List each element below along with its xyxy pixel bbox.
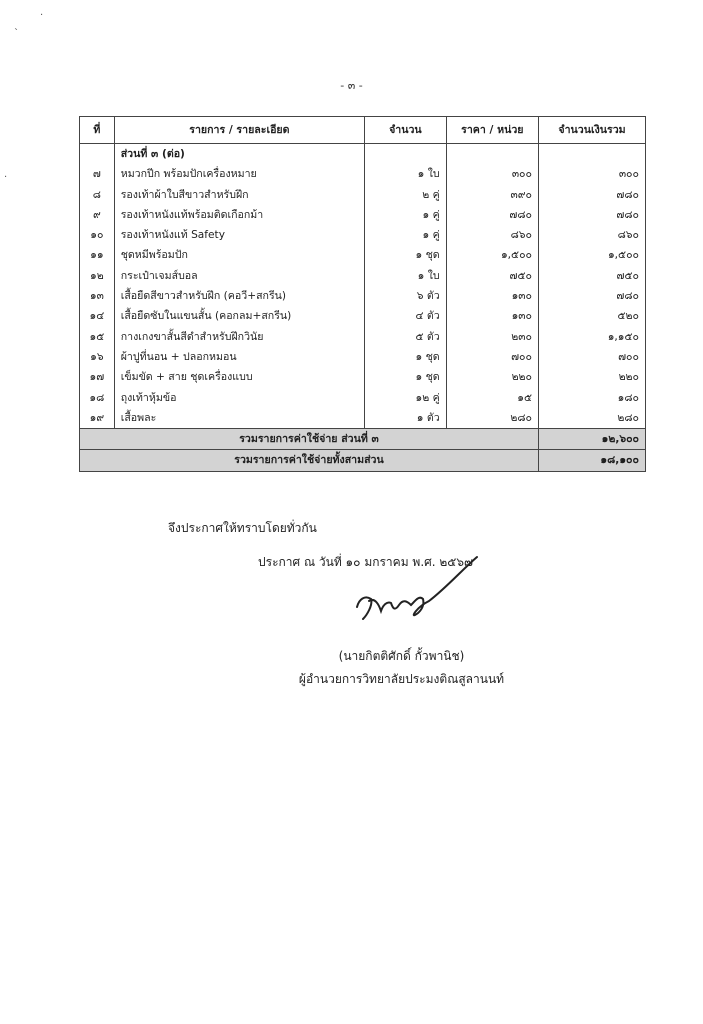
row-no: ๑๒ (80, 266, 115, 286)
summary-all-label: รวมรายการค่าใช้จ่ายทั้งสามส่วน (80, 450, 539, 471)
page-number: - ๓ - (340, 79, 363, 92)
row-description: ชุดหมีพร้อมปัก (114, 245, 364, 265)
row-quantity: ๑ ใบ (365, 164, 447, 184)
table-row (80, 327, 646, 347)
row-quantity: ๒ คู่ (365, 185, 447, 205)
row-no: ๑๘ (80, 388, 115, 408)
table-header-row (80, 117, 646, 144)
row-description: ถุงเท้าหุ้มข้อ (114, 388, 364, 408)
row-quantity: ๑ ใบ (365, 266, 447, 286)
row-description: ผ้าปูที่นอน + ปลอกหมอน (114, 347, 364, 367)
row-total: ๗๐๐ (539, 347, 646, 367)
row-total: ๑๘๐ (539, 388, 646, 408)
row-total: ๑,๑๕๐ (539, 327, 646, 347)
row-quantity: ๑๒ คู่ (365, 388, 447, 408)
header-quantity: จำนวน (365, 117, 447, 144)
table-row (80, 347, 646, 367)
summary-all-total: ๑๘,๑๐๐ (539, 450, 646, 471)
table-row (80, 408, 646, 429)
row-total: ๒๒๐ (539, 367, 646, 387)
section-title: ส่วนที่ ๓ (ต่อ) (114, 144, 364, 165)
row-no: ๑๖ (80, 347, 115, 367)
row-quantity: ๑ ชุด (365, 245, 447, 265)
row-no: ๙ (80, 205, 115, 225)
row-quantity: ๕ ตัว (365, 327, 447, 347)
table-row (80, 205, 646, 225)
row-no: ๑๓ (80, 286, 115, 306)
handwritten-signature (345, 555, 485, 635)
scan-speck: · (4, 172, 8, 183)
header-unit-price: ราคา / หน่วย (446, 117, 538, 144)
table-row (80, 225, 646, 245)
signer-title: ผู้อำนวยการวิทยาลัยประมงติณสูลานนท์ (298, 672, 505, 686)
row-description: เสื้อยืดซับในแขนสั้น (คอกลม+สกรีน) (114, 306, 364, 326)
row-description: รองเท้าผ้าใบสีขาวสำหรับฝึก (114, 185, 364, 205)
row-unit-price: ๓๐๐ (446, 164, 538, 184)
row-total: ๗๘๐ (539, 185, 646, 205)
row-no: ๑๔ (80, 306, 115, 326)
announcement-text: จึงประกาศให้ทราบโดยทั่วกัน (168, 521, 317, 535)
row-total: ๑,๕๐๐ (539, 245, 646, 265)
section-row (80, 144, 646, 165)
row-description: รองเท้าหนังแท้ Safety (114, 225, 364, 245)
header-no: ที่ (80, 117, 115, 144)
row-quantity: ๖ ตัว (365, 286, 447, 306)
summary-row-part3 (80, 429, 646, 450)
row-no: ๑๑ (80, 245, 115, 265)
row-total: ๒๘๐ (539, 408, 646, 429)
row-description: หมวกปีก พร้อมปักเครื่องหมาย (114, 164, 364, 184)
row-unit-price: ๘๖๐ (446, 225, 538, 245)
row-unit-price: ๒๓๐ (446, 327, 538, 347)
table-row (80, 306, 646, 326)
row-quantity: ๔ ตัว (365, 306, 447, 326)
row-no: ๘ (80, 185, 115, 205)
announcement-date: ประกาศ ณ วันที่ ๑๐ มกราคม พ.ศ. ๒๕๖๗ (258, 555, 474, 569)
row-total: ๗๘๐ (539, 205, 646, 225)
row-unit-price: ๑๓๐ (446, 306, 538, 326)
row-total: ๗๘๐ (539, 286, 646, 306)
row-no: ๑๙ (80, 408, 115, 429)
row-description: เสื้อยืดสีขาวสำหรับฝึก (คอวี+สกรีน) (114, 286, 364, 306)
row-unit-price: ๑,๕๐๐ (446, 245, 538, 265)
summary-part3-total: ๑๒,๖๐๐ (539, 429, 646, 450)
table-row (80, 266, 646, 286)
row-quantity: ๑ คู่ (365, 225, 447, 245)
scan-speck: · (40, 10, 44, 21)
row-no: ๑๐ (80, 225, 115, 245)
row-no: ๑๕ (80, 327, 115, 347)
row-unit-price: ๒๘๐ (446, 408, 538, 429)
row-unit-price: ๗๘๐ (446, 205, 538, 225)
summary-part3-label: รวมรายการค่าใช้จ่าย ส่วนที่ ๓ (80, 429, 539, 450)
row-total: ๗๕๐ (539, 266, 646, 286)
row-total: ๘๖๐ (539, 225, 646, 245)
table-row (80, 164, 646, 184)
row-unit-price: ๑๓๐ (446, 286, 538, 306)
signer-name: (นายกิตติศักดิ์ กั้วพานิช) (338, 649, 465, 663)
row-unit-price: ๒๒๐ (446, 367, 538, 387)
row-no: ๗ (80, 164, 115, 184)
row-quantity: ๑ ชุด (365, 347, 447, 367)
table-row (80, 185, 646, 205)
header-total: จำนวนเงินรวม (539, 117, 646, 144)
row-quantity: ๑ ชุด (365, 367, 447, 387)
table-row (80, 245, 646, 265)
row-description: กางเกงขาสั้นสีดำสำหรับฝึกวินัย (114, 327, 364, 347)
table-row (80, 388, 646, 408)
row-description: เข็มขัด + สาย ชุดเครื่องแบบ (114, 367, 364, 387)
table-row (80, 367, 646, 387)
summary-row-all (80, 450, 646, 471)
row-no: ๑๗ (80, 367, 115, 387)
expense-table (79, 116, 646, 472)
row-description: กระเป๋าเจมส์บอล (114, 266, 364, 286)
row-unit-price: ๑๕ (446, 388, 538, 408)
header-description: รายการ / รายละเอียด (114, 117, 364, 144)
row-quantity: ๑ ตัว (365, 408, 447, 429)
row-total: ๕๒๐ (539, 306, 646, 326)
row-unit-price: ๗๐๐ (446, 347, 538, 367)
scan-speck: ` (14, 28, 19, 39)
table-row (80, 286, 646, 306)
row-total: ๓๐๐ (539, 164, 646, 184)
row-quantity: ๑ คู่ (365, 205, 447, 225)
row-unit-price: ๗๕๐ (446, 266, 538, 286)
row-description: รองเท้าหนังแท้พร้อมติดเกือกม้า (114, 205, 364, 225)
row-unit-price: ๓๙๐ (446, 185, 538, 205)
row-description: เสื้อพละ (114, 408, 364, 429)
